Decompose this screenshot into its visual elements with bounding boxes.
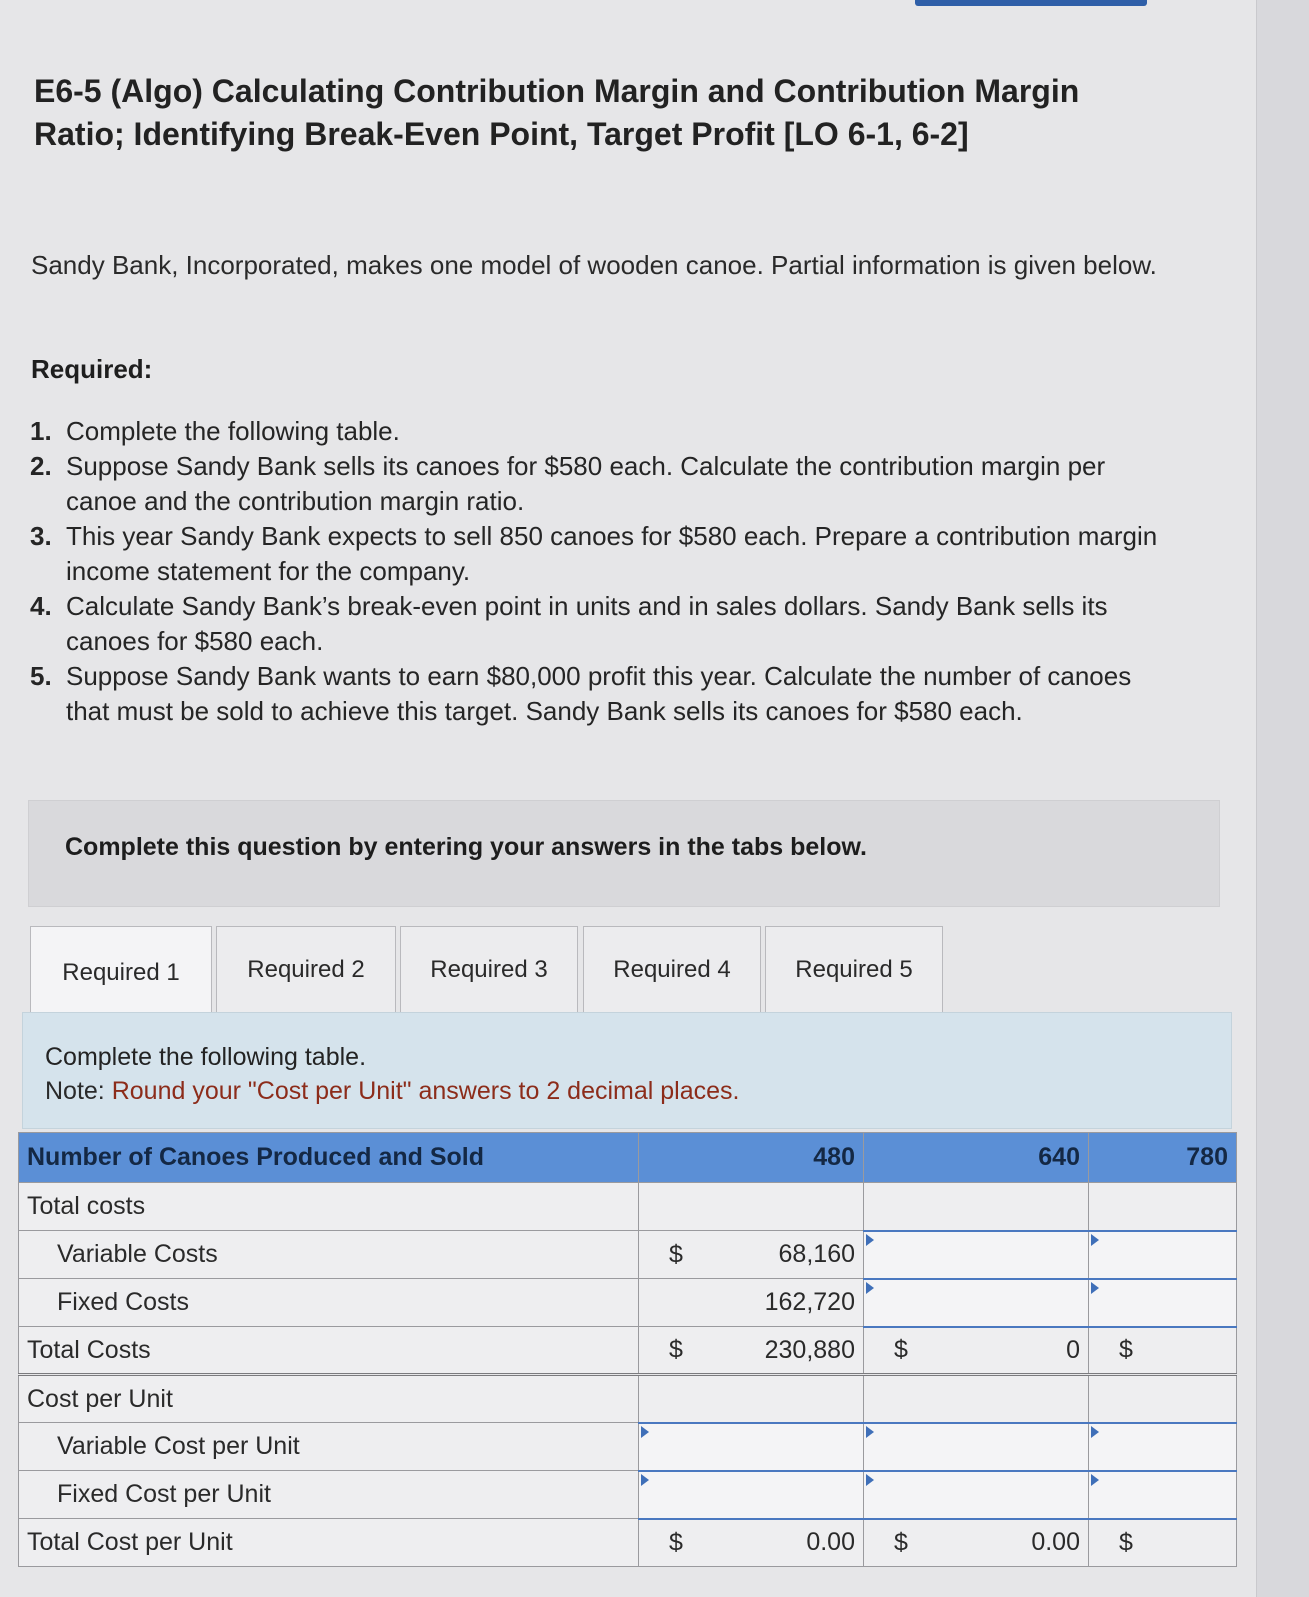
total-cost-per-unit-480: $ 0.00 — [639, 1519, 864, 1567]
table-row — [19, 1375, 1237, 1423]
variable-costs-480: $ 68,160 — [639, 1231, 864, 1279]
row-label-total-costs-sum: Total Costs — [19, 1327, 639, 1375]
table-row — [19, 1519, 1237, 1567]
total-cost-per-unit-780: $ — [1089, 1519, 1237, 1567]
table-row — [19, 1327, 1237, 1375]
table-row — [19, 1471, 1237, 1519]
instruction-box — [28, 800, 1220, 907]
currency-sign: $ — [669, 1240, 683, 1268]
top-accent-bar — [915, 0, 1147, 6]
fixed-costs-780-input[interactable] — [1089, 1279, 1237, 1327]
cost-table — [18, 1132, 1237, 1567]
total-costs-780: $ — [1089, 1327, 1237, 1375]
fixed-costs-480: 162,720 — [639, 1279, 864, 1327]
header-780: 780 — [1089, 1133, 1237, 1183]
table-row — [19, 1183, 1237, 1231]
variable-cost-per-unit-640-input[interactable] — [864, 1423, 1089, 1471]
variable-costs-780-input[interactable] — [1089, 1231, 1237, 1279]
list-item: 4. Calculate Sandy Bank’s break-even point in units and in sales dollars. Sandy Bank sells its canoes for $580 each. — [30, 591, 1108, 656]
table-row — [19, 1423, 1237, 1471]
cell-empty — [639, 1183, 864, 1231]
list-item: 1. Complete the following table. — [30, 416, 400, 446]
cell-empty — [864, 1375, 1089, 1423]
requirements-list — [22, 414, 1172, 729]
row-label-fixed-cost-per-unit: Fixed Cost per Unit — [19, 1471, 639, 1519]
cell-empty — [639, 1375, 864, 1423]
cell-empty — [1089, 1375, 1237, 1423]
instruction-text: Complete this question by entering your answers in the tabs below. — [65, 833, 867, 861]
variable-costs-640-input[interactable] — [864, 1231, 1089, 1279]
row-label-variable-costs: Variable Costs — [19, 1231, 639, 1279]
cell-empty — [864, 1183, 1089, 1231]
required-heading: Required: — [31, 354, 153, 384]
header-480: 480 — [639, 1133, 864, 1183]
fixed-cost-per-unit-780-input[interactable] — [1089, 1471, 1237, 1519]
fixed-cost-per-unit-640-input[interactable] — [864, 1471, 1089, 1519]
tab-required-3[interactable]: Required 3 — [400, 926, 578, 1014]
tab-required-1[interactable]: Required 1 — [30, 926, 212, 1018]
fixed-cost-per-unit-480-input[interactable] — [639, 1471, 864, 1519]
list-item: 2. Suppose Sandy Bank sells its canoes for $580 each. Calculate the contribution margin per canoe and the contribution margin ratio. — [30, 451, 1106, 516]
row-label-variable-cost-per-unit: Variable Cost per Unit — [19, 1423, 639, 1471]
total-costs-480: $ 230,880 — [639, 1327, 864, 1375]
table-row — [19, 1231, 1237, 1279]
row-label-fixed-costs: Fixed Costs — [19, 1279, 639, 1327]
fixed-costs-640-input[interactable] — [864, 1279, 1089, 1327]
tab-required-4[interactable]: Required 4 — [583, 926, 761, 1014]
list-item: 3. This year Sandy Bank expects to sell 850 canoes for $580 each. Prepare a contribution margin income statement for the company. — [30, 521, 1158, 586]
cell-empty — [1089, 1183, 1237, 1231]
table-row — [19, 1279, 1237, 1327]
tab-panel-instructions — [22, 1012, 1232, 1129]
panel-note: Note: Round your "Cost per Unit" answers to 2 decimal places. — [45, 1077, 740, 1105]
panel-instruction: Complete the following table. — [45, 1043, 367, 1071]
row-label-cost-per-unit: Cost per Unit — [19, 1375, 639, 1423]
header-640: 640 — [864, 1133, 1089, 1183]
total-costs-640: $ 0 — [864, 1327, 1089, 1375]
tab-required-2[interactable]: Required 2 — [216, 926, 396, 1014]
scroll-gutter — [1256, 0, 1309, 1597]
total-cost-per-unit-640: $ 0.00 — [864, 1519, 1089, 1567]
header-label: Number of Canoes Produced and Sold — [19, 1133, 639, 1183]
variable-cost-per-unit-780-input[interactable] — [1089, 1423, 1237, 1471]
list-item: 5. Suppose Sandy Bank wants to earn $80,000 profit this year. Calculate the number of canoes that must be sold to achieve this target. Sandy Bank sells its canoes for $580 each. — [30, 661, 1132, 726]
row-label-total-cost-per-unit: Total Cost per Unit — [19, 1519, 639, 1567]
tab-required-5[interactable]: Required 5 — [765, 926, 943, 1014]
variable-cost-per-unit-480-input[interactable] — [639, 1423, 864, 1471]
table-header-row — [19, 1133, 1237, 1183]
question-title: E6-5 (Algo) Calculating Contribution Margin and Contribution Margin Ratio; Identifying Break-Even Point, Target Profit [LO 6-1, 6-2] — [34, 73, 1080, 152]
question-intro: Sandy Bank, Incorporated, makes one model of wooden canoe. Partial information is given below. — [31, 250, 1157, 280]
row-label-total-costs: Total costs — [19, 1183, 639, 1231]
